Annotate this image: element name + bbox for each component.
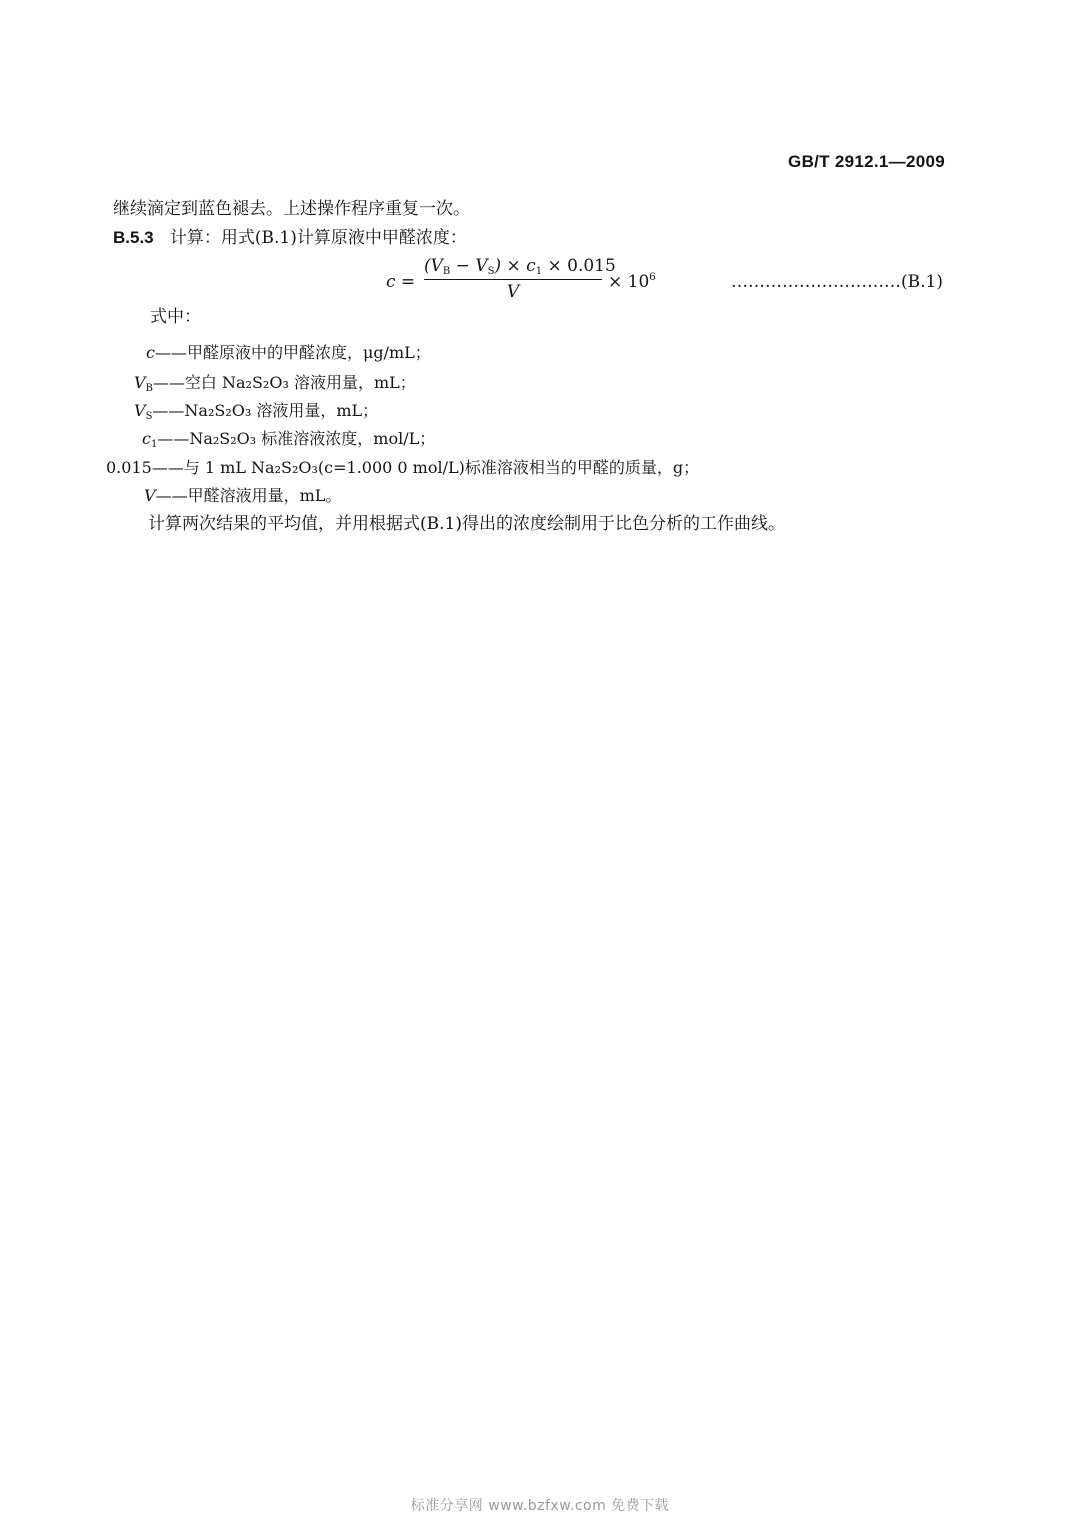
watermark: 标准分享网 www.bzfxw.com 免费下载 xyxy=(410,1498,670,1514)
closing-paragraph: 计算两次结果的平均值，并用根据式(B.1)得出的浓度绘制用于比色分析的工作曲线。 xyxy=(148,514,785,534)
term-vb: $V_B——$空白 Na₂S₂O₃ 溶液用量，mL； xyxy=(134,373,416,394)
formula-lhs: c = xyxy=(386,272,416,292)
formula-multiplier: × $10^6$ xyxy=(608,272,656,292)
fraction-bar xyxy=(424,279,602,280)
equation-number: …………………………(B.1) xyxy=(731,272,943,292)
term-c: c——甲醛原液中的甲醛浓度，μg/mL； xyxy=(146,343,431,362)
formula-denominator: V xyxy=(506,282,520,302)
term-vs: $V_S——Na_2S_2O_3$ 溶液用量，mL； xyxy=(134,401,379,422)
clause-number: B.5.3 xyxy=(113,228,154,247)
formula-numerator: $(V_B - V_S) \times c_1 \times 0.015$ xyxy=(424,256,616,277)
continuation-line: 继续滴定到蓝色褪去。上述操作程序重复一次。 xyxy=(113,199,470,219)
term-c1: $c_1——Na_2S_2O_3$ 标准溶液浓度，mol/L； xyxy=(142,429,436,450)
where-label: 式中： xyxy=(150,307,201,327)
term-0015: 0.015——与 1 mL Na₂S₂O₃(c=1.000 0 mol/L)标准溶液相当的甲醛的质量，g； xyxy=(106,458,700,477)
clause-text: 计算：用式(B.1)计算原液中甲醛浓度： xyxy=(169,228,467,248)
clause-b53 xyxy=(113,229,467,247)
standard-number: GB/T 2912.1—2009 xyxy=(788,152,945,171)
term-v: V——甲醛溶液用量，mL。 xyxy=(144,486,342,505)
formula-fraction xyxy=(424,256,616,302)
